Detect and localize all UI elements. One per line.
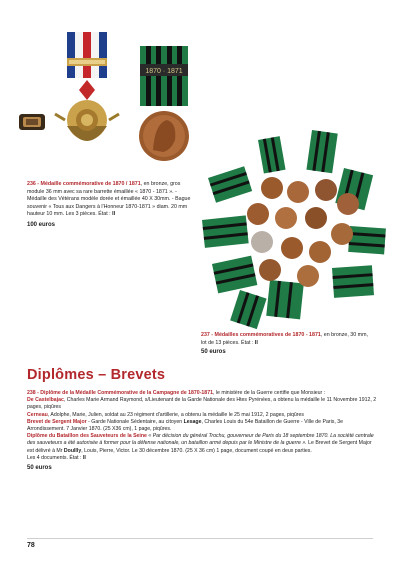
lot-236-grade: II [112, 211, 116, 218]
lot-236-description: , en bronze, gros module 36 mm avec sa rare barrette émaillée « 1870 - 1871 ». - Médaille des Vétérans modèle dorée et émaillée 40 X 30mm. - Bague souvenir « Tous aux Dangers à l'Honneur 1870-1871 » diam. 20 mm hauteur 10 mm. Les 3 pièces. État : [27, 181, 191, 218]
lot-236-price: 100 euros [27, 221, 56, 228]
lot-238-count: Les 4 documents. État : II [27, 454, 86, 461]
veterans-medal [55, 32, 119, 141]
page-number: 78 [27, 542, 35, 549]
ribbons-pile [202, 130, 386, 329]
lot-237-title: 237 - Médailles commémoratives de 1870 - 1871 [201, 332, 321, 338]
footer-divider [27, 538, 373, 539]
medals-photo-237 [200, 130, 390, 330]
lot-236-caption [27, 181, 192, 230]
commemorative-medal-1870 [139, 46, 189, 161]
lot-236-title: 236 - Médaille commémorative de 1870 / 1871 [27, 181, 141, 187]
lot-238-price: 50 euros [27, 465, 52, 472]
lot-237-price: 50 euros [201, 349, 226, 356]
souvenir-ring [19, 114, 45, 130]
lot-238-sauveteurs: Diplôme du Bataillon des Sauveteurs de la Seine « Par décision du général Trochu, gouverneur de Paris du 18 septembre 1870. La société centrale des sauveteurs a été autorisée à former pour la défense nationale, un bataillon armé depuis par le Ministre de la guerre ». Le Brevet de Sergent Major est délivré à Mr Doullly, Louis, Pierre, Victor. Le 30 décembre 1870. (25 X 36 cm) 1 page, document coupé en deux parties. [27, 433, 374, 454]
section-heading: Diplômes – Brevets [27, 367, 166, 383]
lot-238-text [27, 390, 377, 472]
lot-238-cerneau: Cerneau, Adolphe, Marie, Julien, soldat au 23 régiment d'artillerie, a obtenu la médaille le 25 mai 1912, 2 pages, piqûres [27, 411, 304, 418]
lot-237-caption [201, 332, 373, 357]
lot-237-grade: II [254, 339, 258, 346]
lot-238-brevet: Brevet de Sergent Major - Garde Nationale Sédentaire, au citoyen Lesage, Charles Louis du 54e Bataillon de Guerre - Ville de Paris, 3e Arrondissement. 7 Janvier 1870. (25 X36 cm), 1 page, piqûres. [27, 418, 343, 433]
lot-238-title: 238 - Diplôme de la Médaille Commémorative de la Campagne de 1870-1871 [27, 390, 213, 396]
lot-238-castelbajac: De Castelbajac, Charles Marie Armand Raymond, s/Lieutenant de la Garde Nationale des Htes Pyrénées, a obtenu la médaille le 11 Novembre 1912, 2 pages, piqûres [27, 397, 377, 411]
lot-238-intro: 238 - Diplôme de la Médaille Commémorative de la Campagne de 1870-1871, le ministère de la Guerre certifie que Monsieur : [27, 390, 326, 396]
ribbon-bar-date: 1870 · 1871 [145, 68, 183, 75]
medals-photo-236 [15, 28, 215, 178]
lot-237-description: , en bronze, 30 mm, lot de 13 pièces. État : [201, 332, 368, 346]
